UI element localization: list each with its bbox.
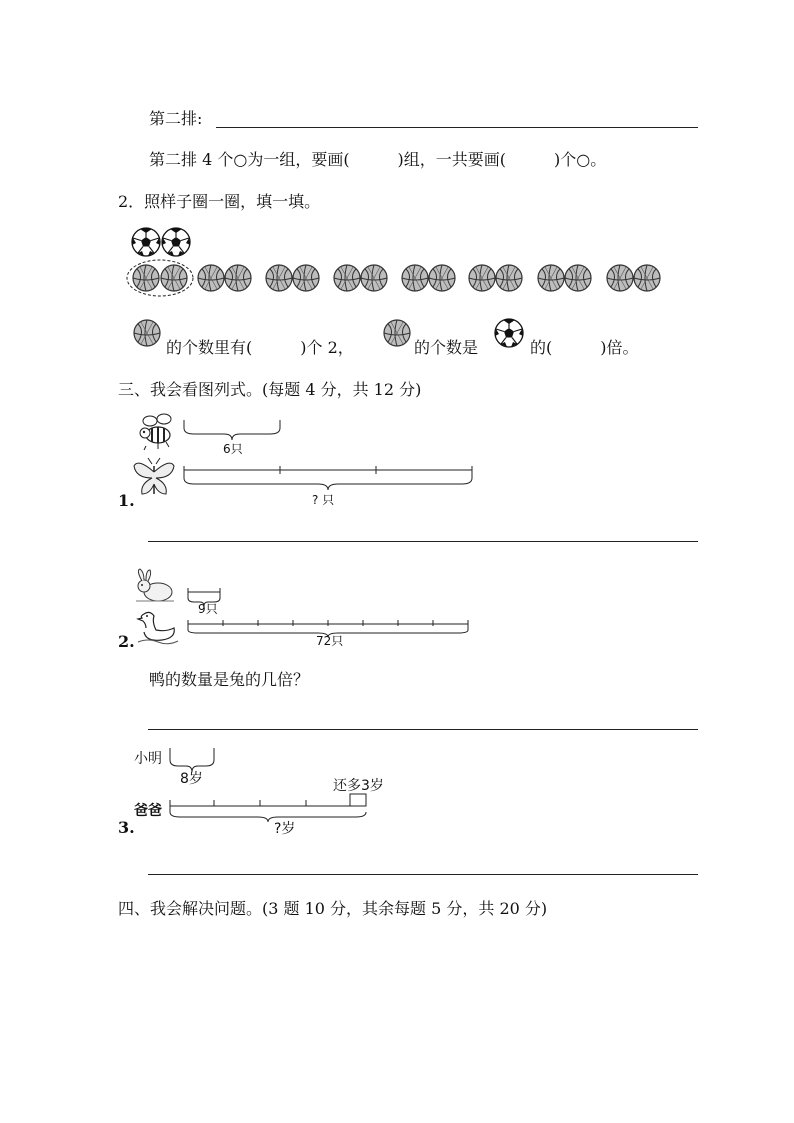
- problem-2-number: 2.: [118, 632, 135, 651]
- duck-count-label: 72只: [316, 634, 344, 648]
- xiaoming-label: 小明: [134, 751, 162, 767]
- basketball-icon: [607, 265, 633, 291]
- basketball-icon: [198, 265, 224, 291]
- basketball-icon: [133, 265, 159, 291]
- basketball-icon: [380, 316, 414, 352]
- rabbit-count-label: 9只: [198, 602, 218, 616]
- dad-age-label: ?岁: [274, 821, 296, 837]
- basketball-icon: [225, 265, 251, 291]
- basketball-icon: [538, 265, 564, 291]
- section4-title: 四、我会解决问题。(3 题 10 分，其余每题 5 分，共 20 分): [118, 899, 548, 918]
- basketball-icon: [266, 265, 292, 291]
- row2-label: 第二排:: [149, 109, 203, 128]
- basketball-icon: [130, 316, 164, 352]
- dad-label: 爸爸: [134, 803, 162, 819]
- butterfly-icon: [132, 456, 176, 498]
- soccer-ball-icon: [162, 228, 190, 256]
- bee-icon: [136, 409, 180, 451]
- answer-line-p1[interactable]: [148, 541, 698, 542]
- problem-2-question: 鸭的数量是兔的几倍？: [149, 670, 310, 689]
- dad-bar: [168, 792, 378, 826]
- soccer-ball-icon: [490, 314, 530, 354]
- basketball-icon: [161, 265, 187, 291]
- soccer-ball-icon: [132, 228, 160, 256]
- basketball-row: [125, 258, 685, 298]
- q2-fill-a: 的个数里有( )个 2，: [166, 338, 354, 357]
- basketball-icon: [429, 265, 455, 291]
- duck-icon: [136, 608, 182, 644]
- basketball-icon: [565, 265, 591, 291]
- soccer-ball-row: [130, 226, 192, 258]
- basketball-icon: [293, 265, 319, 291]
- answer-line-p3[interactable]: [148, 874, 698, 875]
- grouping-question: 第二排 4 个○为一组，要画( )组，一共要画( )个○。: [149, 150, 607, 169]
- basketball-icon: [496, 265, 522, 291]
- basketball-icon: [334, 265, 360, 291]
- bee-count-label: 6只: [223, 442, 243, 456]
- problem-3-number: 3.: [118, 818, 135, 837]
- basketball-icon: [402, 265, 428, 291]
- answer-line-p2[interactable]: [148, 729, 698, 730]
- xiaoming-age-label: 8岁: [180, 771, 203, 787]
- answer-line-row2[interactable]: [216, 127, 698, 128]
- basketball-icon: [634, 265, 660, 291]
- basketball-icon: [469, 265, 495, 291]
- problem-1-number: 1.: [118, 491, 135, 510]
- butterfly-count-label: ? 只: [312, 493, 335, 507]
- section3-title: 三、我会看图列式。(每题 4 分，共 12 分): [118, 380, 422, 399]
- rabbit-icon: [132, 568, 178, 604]
- q2-title: 2．照样子圈一圈，填一填。: [118, 192, 321, 211]
- extra-years-label: 还多3岁: [333, 778, 384, 794]
- basketball-icon: [361, 265, 387, 291]
- q2-fill-c: 的( )倍。: [530, 338, 639, 357]
- q2-fill-b: 的个数是: [414, 338, 479, 357]
